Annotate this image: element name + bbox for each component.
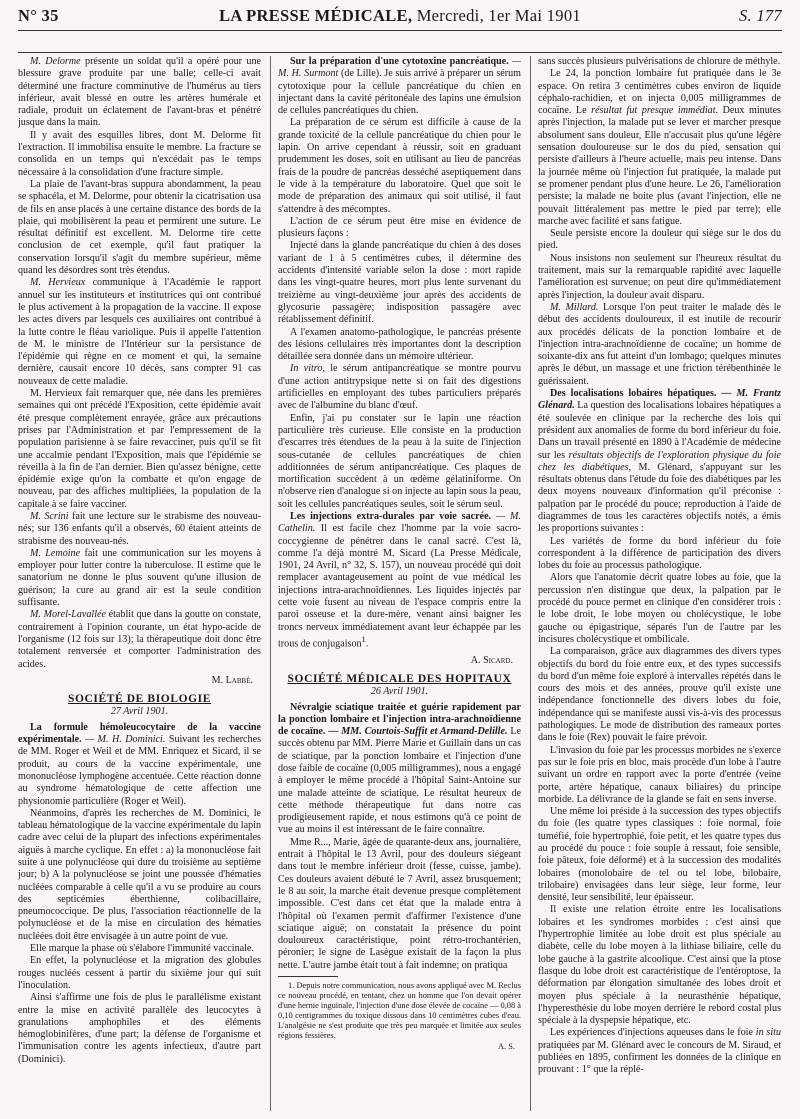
paragraph: En effet, la polynucléose et la migration des globules rouges nucléés cessent à partir du sixième jour qui suit l'inoculation.: [18, 955, 261, 991]
column-1: [18, 56, 261, 1114]
paragraph: Le 24, la ponction lombaire fut pratiquée dans le 3e espace. On retira 3 centimètres cubes environ de liquide céphalo-rachidien, et on injecta 0,005 milligrammes de cocaïne. Le résultat fut presque immédiat. Deux minutes après l'injection, la malade put se lever et marcher presque absolument sans douleur, Elle n'accusait plus qu'une légère sensation douloureuse sur le dos du pied, sensation qui persiste d'ailleurs à l'heure actuelle, mais peu intense. Dans la journée même où l'injection fut pratiquée, la malade put se promener pendant plus d'une heure. Le 26, l'amélioration persiste; la malade ne boite plus (avant l'injection, elle ne pouvait littéralement pas mettre le pied par terre); elle marche avec facilité et sans fatigue.: [538, 68, 781, 227]
paragraph: M. Millard. Lorsque l'on peut traiter le malade dès le début des accidents douloureux, il est inutile de recourir aux procédés délicats de la ponction lombaire et de l'injection intra-arachnoïdienne de cocaïne; un homme de soixante-dix ans fut atteint d'un lombago; quelques minutes après le début, un massage et une friction térébenthinée le guérissaient.: [538, 301, 781, 387]
paragraph: Une même loi préside à la succession des types objectifs du foie (les quatre types classiques : foie normal, foie tuméfié, foie hypertrophié, foie petit, et les quatre types dus au procédé du pouce : foie souple à ressaut, foie sensible, foie pâteux, foie déformé) et à la succession des modalités lobaires (monolobaire de tel ou tel lobe, bilobaire, trilobaire) envisagées dans leur siège, leur forme, leur densité, leur sensibilité, leur épaisseur.: [538, 806, 781, 904]
page-number: S. 177: [738, 6, 782, 25]
paragraph: M. Scrini fait une lecture sur le strabisme des nouveau-nés; sur 136 enfants qu'il a observés, 60 étaient atteints de strabisme des nouveau-nés.: [18, 510, 261, 547]
paragraph: Des localisations lobaires hépatiques. — M. Frantz Glénard. La question des localisations lobaires hépatiques a été soulevée en clinique par la recherche des lois qui président aux anomalies de forme du bord inférieur du foie. Dans un travail présenté en 1890 à l'Académie de médecine sur les résultats objectifs de l'exploration physique du foie chez les diabétiques, M. Glénard, s'appuyant sur les résultats obtenus dans l'étude du foie des diabétiques par les deux moyens nouveaux d'information qu'il préconise : palpation par le procédé du pouce; reproduction à l'aide de diagrammes de tous les caractères objectifs notés, a émis les proportions suivantes :: [538, 388, 781, 535]
paragraph: Les variétés de forme du bord inférieur du foie correspondent à la différence de participation des divers lobes du foie au processus pathologique.: [538, 535, 781, 572]
issue-number: N° 35: [18, 6, 59, 25]
paragraph: L'action de ce sérum peut être mise en évidence de plusieurs façons :: [278, 215, 521, 240]
column-3: [538, 56, 781, 1114]
paragraph: Mme R..., Marie, âgée de quarante-deux ans, journalière, entrait à l'hôpital le 13 Avril, pour des douleurs siégeant dans tout le membre inférieur droit (fesse, cuisse, jambe). Ces douleurs avaient débuté le 7 Avril, assez brusquement; le 8 au soir, la marche était devenue presque complètement impossible. C'est dans cet état que la malade entra à l'hôpital où l'examen permit d'affirmer l'existence d'une sciatique aiguë; on constatait la présence du point douloureux caractéristique, point rétro-trochantérien, péronier; le signe de Lasègue existait de la façon la plus nette. L'autre jambe était tout à fait indemne; on pratiqua: [278, 836, 521, 971]
paragraph: M. Hervieux communique à l'Académie le rapport annuel sur les instituteurs et institutrices qui ont contribué le plus activement à la propagation de la vaccine. Il expose les actes divers par lesquels ces auxiliaires ont contribué à la lutte contre le fléau variolique. Puis il appelle l'attention de M. le ministre de l'Intérieur sur la persistance de l'épidémie qui règne en ce moment et qui, la semaine dernière, causait encore 10 décès, sans compter 91 cas nouveaux de cette maladie.: [18, 277, 261, 387]
column-divider: [270, 56, 271, 1111]
section-date: 26 Avril 1901.: [370, 686, 429, 698]
paragraph: La comparaison, grâce aux diagrammes des divers types objectifs du bord du foie entre eux, et des types successifs du bord d'un même foie exploré à intervalles répétés dans le cours des mois et des années, prouve qu'il existe une indépendance fonctionnelle des divers lobes du foie, indépendance qui se manifeste aussi vis-à-vis des processus pathologiques. Le mode de distribution des rameaux portes dans le foie (Rex) pouvait le faire prévoir.: [538, 646, 781, 744]
section-date: 27 Avril 1901.: [110, 706, 169, 718]
paragraph: Les injections extra-durales par voie sacrée. — M. Cathelin. Il est facile chez l'homme par la voie sacro-coccygienne de pénétrer dans le canal sacré. C'est là, comme l'a déjà montré M. Sicard (La Presse Médicale, 1901, 24 Avril, n° 32, S. 157), un nouveau procédé qui doit remplacer avantageusement au point de vue médical les injections intra-arachnoïdiennes. Les liquides injectés par cette voie fusent au niveau de l'espace compris entre la paroi osseuse et la dure-mère, venant ainsi baigner les troncs nerveux immédiatement avant leur échappée par les trous de conjugaison$^1$.: [278, 510, 521, 650]
paragraph: M. Hervieux fait remarquer que, née dans les premières semaines qui ont précédé l'Exposition, cette épidémie avait été presque complètement enrayée, grâce aux précautions prises par l'Administration et par l'empressement de la population parisienne à se faire revacciner, puis qu'il se fit une accalmie pendant l'Exposition, mais que l'épidémie se réveilla à la fin de l'an dernier. Bien qu'assez bénigne, cette épidémie exige qu'on la combatte et qu'on engage de nouveau, par des affiches multipliées, la population de la capitale à se faire vacciner.: [18, 388, 261, 510]
paragraph: Alors que l'anatomie décrit quatre lobes au foie, que la percussion n'en distingue que deux, la palpation par le procédé du pouce permet en clinique d'en considérer trois : le lobe droit, le lobe moyen ou cholécystique, le lobe gauche ou épigastrique, séparés l'un de l'autre par les incisures cholécystique et ombilicale.: [538, 572, 781, 645]
column-divider: [530, 56, 531, 1111]
paragraph: Névralgie sciatique traitée et guérie rapidement par la ponction lombaire et l'injection intra-arachnoïdienne de cocaïne. — MM. Courtois-Suffit et Armand-Delille. Le succès obtenu par MM. Pierre Marie et Guillain dans un cas de sciatique, par la ponction lombaire et l'injection d'une dose faible de cocaïne (0,005 milligrammes), nous a engagé à employer le même procédé à l'hôpital Saint-Antoine sur une malade atteinte de sciatique. Le résultat heureux de cette méthode thérapeutique fut dans notre cas prodigieusement rapide, et nous estimons qu'à ce point de vue au moins il est intéressant de le faire connaître.: [278, 701, 521, 836]
footnote: 1. Depuis notre communication, nous avons appliqué avec M. Reclus ce nouveau procédé, en tentant, chez un homme que l'on devait opérer d'une hernie inguinale, l'injection d'une dose élevée de cocaïne — 0,08 à 0,10 centigrammes du toxique dissous dans 10 centimètres cubes d'eau. L'analgésie ne s'est produite que très peu marquée et limitée aux seules régions fessières.: [278, 981, 521, 1041]
paragraph: Ainsi s'affirme une fois de plus le parallélisme existant entre la mise en activité parallèle des leucocytes à granulations amphophiles et des éléments hémoglobinifères, d'une part; la défense de l'organisme et l'immunisation contre les agents infectieux, d'autre part (Dominici).: [18, 992, 261, 1065]
footnote-rule: [278, 976, 338, 977]
paragraph: Seule persiste encore la douleur qui siège sur le dos du pied.: [538, 228, 781, 252]
journal-title: [18, 6, 782, 26]
paragraph: Enfin, j'ai pu constater sur le lapin une réaction particulière très curieuse. Elle consiste en la production d'escarres très étendues de la peau à la suite de l'injection sous-cutanée de cellules pancréatiques de chien additionnées de sérum antipancréatique. Ces plaques de mortification succèdent à un œdème gélatiniforme. On n'observe rien d'analogue si on injecte au lapin sous la peau, soit les cellules pancréatiques seules, soit le sérum seul.: [278, 412, 521, 510]
paragraph: M. Morel-Lavallée établit que dans la goutte on constate, contrairement à l'opinion courante, un état hypo-acide de l'organisme (12 fois sur 13); la thérapeutique doit donc être totalement renversée et comporter l'administration des acides.: [18, 609, 261, 670]
header-rule: [18, 30, 782, 31]
section-title: SOCIÉTÉ MÉDICALE DES HOPITAUX: [287, 672, 512, 685]
paragraph: La préparation de ce sérum est difficile à cause de la grande toxicité de la cellule pancréatique du chien pour le lapin. On arrive cependant à réussir, soit en graduant prudemment les doses, soit en utilisant au lieu de pancréas frais de la poudre de pancréas desséché aseptiquement dans le vide à la température du laboratoire. Quel que soit le mode de préparation des animaux qui soit utilisé, il faut s'attendre à des mécomptes.: [278, 117, 521, 215]
paragraph: M. Delorme présente un soldat qu'il a opéré pour une blessure grave produite par une balle; celle-ci avait déterminé une fracture comminutive de l'humérus au tiers inférieur, avait blessé en outre les artères humérale et radiale, produit un éclatement de l'avant-bras et pénétré jusque dans la main.: [18, 56, 261, 129]
section-title: SOCIÉTÉ DE BIOLOGIE: [67, 693, 212, 706]
paragraph: Nous insistons non seulement sur l'heureux résultat du traitement, mais sur la remarquable rapidité avec laquelle l'amélioration est survenue; on peut dire qu'immédiatement après l'injection, la douleur avait disparu.: [538, 252, 781, 301]
paragraph: L'invasion du foie par les processus morbides ne s'exerce pas sur le foie pris en bloc, mais procède d'un lobe à l'autre suivant un ordre en rapport avec la porte d'entrée (veine porte, artère hépatique, canaux biliaires) du principe morbide. La délivrance de la glande se fait en sens inverse.: [538, 744, 781, 805]
paragraph: A l'examen anatomo-pathologique, le pancréas présente des lésions cellulaires très importantes dont la description détaillée sera donnée dans un mémoire ultérieur.: [278, 326, 521, 363]
paragraph: Il y avait des esquilles libres, dont M. Delorme fit l'extraction. Il immobilisa ensuite le membre. La fracture se consolida en un temps qui n'excédait pas le temps nécessaire à la consolidation d'une fracture simple.: [18, 129, 261, 178]
paragraph: La plaie de l'avant-bras suppura abondamment, la peau se sphacéla, et M. Delorme, pour obtenir la cicatrisation usa de fils en anse placés à une certaine distance des bords de la plaie, qui mobilisèrent la peau et permirent une suture. Le résultat définitif est excellent. M. Delorme tire cette conclusion de cet exemple, qu'il faut pratiquer la conservation lorsqu'il s'agit du membre supérieur, même quand les désordres sont très étendus.: [18, 178, 261, 277]
paragraph: M. Lemoine fait une communication sur les moyens à employer pour lutter contre la tuberculose. Il estime que le sanatorium ne donne le plus souvent qu'une illusion de guérison; la cure au grand air est la seule condition suffisante.: [18, 547, 261, 609]
paragraph: Sur la préparation d'une cytotoxine pancréatique. — M. H. Surmont (de Lille). Je suis arrivé à préparer un sérum cytotoxique pour la cellule pancréatique du chien en injectant dans la cavité péritonéale des lapins une émulsion de cellules pancréatiques du chien.: [278, 56, 521, 117]
paragraph: In vitro, le sérum antipancréatique se montre pourvu d'une action antitrypsique nette si on fait des digestions artificielles en employant des tubes particuliers préparés avec de l'albumine du blanc d'œuf.: [278, 363, 521, 412]
paragraph: sans succès plusieurs pulvérisations de chlorure de méthyle.: [538, 56, 781, 67]
paragraph: Il existe une relation étroite entre les localisations lobaires et les syndromes morbides : c'est ainsi que l'hypertrophie limitée au lobe droit est plus spéciale au diabète, celle du lobe moyen à la lithiase biliaire, celle du lobe gauche à la gastrite alcoolique. C'est ainsi que la ptose flasque du lobe droit est caractéristique de l'entéroptose, la déformation par élongation simultanée des lobes droit et moyen plus spéciale à la neurasthénie hépatique, l'hyperesthésie du lobe moyen derrière le rebord costal plus spéciale à la dyspepsie hépatique, etc.: [538, 904, 781, 1027]
issue-date: Mercredi, 1er Mai 1901: [416, 6, 581, 25]
signature: M. Labbé.: [211, 674, 253, 686]
paragraph: La formule hémoleucocytaire de la vaccine expérimentale. — M. H. Dominici. Suivant les recherches de MM. Roger et Weil et de MM. Enriquez et Sicard, il se produit, au cours de la vaccine expérimentale, une mononucléose lymphogène accentuée. Cette réaction donne au syndrome hématologique de cette affection une physionomie particulière (Roger et Weil).: [18, 721, 261, 807]
page-header: [18, 6, 782, 30]
journal-name: LA PRESSE MÉDICALE,: [219, 6, 413, 25]
paragraph: Les expériences d'injections aqueuses dans le foie in situ pratiquées par M. Glénard avec le concours de M. Siraud, et publiées en 1895, confirment les données de la clinique en prouvant : 1° que la réplé-: [538, 1027, 781, 1076]
column-2: [278, 56, 521, 1114]
footnote-ref: 1: [361, 634, 366, 644]
paragraph: Injecté dans la glande pancréatique du chien à des doses variant de 1 à 5 centimètres cubes, il détermine des accidents d'intensité variable selon la dose : mort rapide dans les vingt-quatre heures, mort plus lente survenant du treizième au vingt-deuxième jour après des accidents de glycosurie passagère; indisposition passagère avec rétablissement définitif.: [278, 240, 521, 326]
signature: A. Sicard.: [470, 654, 513, 666]
header-rule-lower: [18, 52, 782, 53]
footnote-signature: A. S.: [498, 1042, 515, 1052]
paragraph: Néanmoins, d'après les recherches de M. Dominici, le tableau hématologique de la vaccine expérimentale du lapin cadre avec celui de la plupart des infections expérimentales aiguës à marche cyclique. En effet : a) la mononucléose fait suite à une polynucléose qui dure du troisième au septième jour; b) A la polynucléose se joint une poussée d'hématies nucléées comparable à celle qu'il a vu se produire au cours des septicémies éberthienne, colibacillaire, pneumococcique. De plus, l'association réactionnelle de la polynucléose et de la mise en circulation des hématies nucléées doit être envisagée à un autre point de vue.: [18, 807, 261, 942]
paragraph: Elle marque la phase où s'élabore l'immunité vaccinale.: [30, 943, 254, 955]
